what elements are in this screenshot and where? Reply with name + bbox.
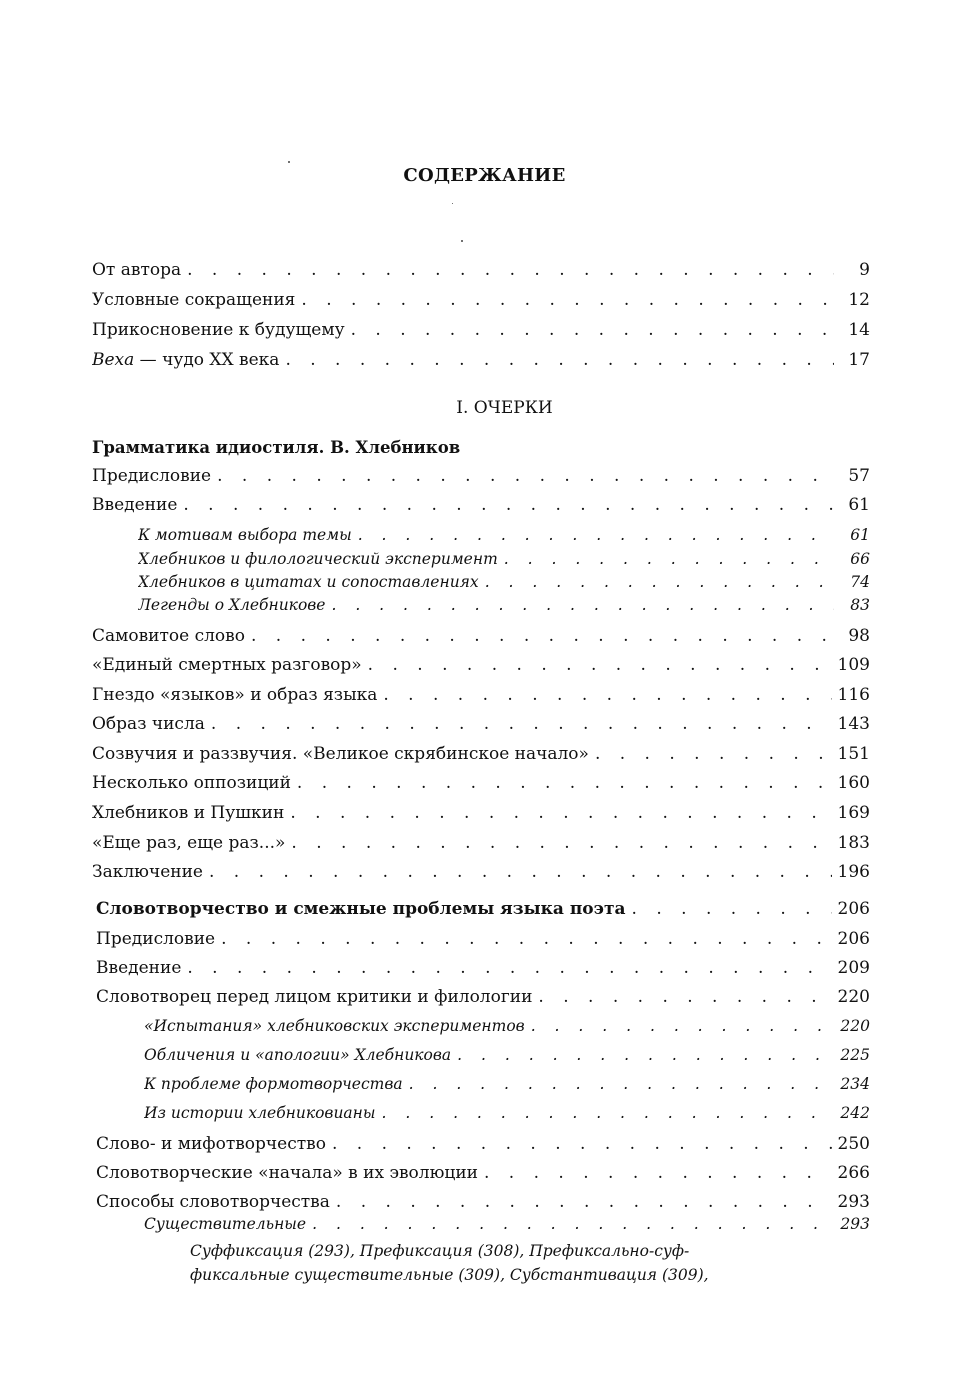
toc-entry-label-rest: — чудо XX века — [134, 350, 280, 370]
leader-dots — [336, 1192, 832, 1212]
toc-entry[interactable] — [92, 773, 870, 793]
toc-entry-page: 74 — [850, 573, 870, 591]
toc-entry-label: Гнездо «языков» и образ языка — [92, 685, 378, 705]
toc-entry[interactable] — [96, 958, 870, 978]
toc-entry-label: К проблеме формотворчества — [144, 1075, 403, 1093]
toc-entry-page: 220 — [837, 987, 870, 1007]
leader-dots — [221, 929, 831, 949]
toc-entry[interactable] — [92, 290, 870, 310]
leader-dots — [312, 1215, 834, 1233]
leader-dots — [531, 1017, 834, 1035]
part-heading[interactable]: Грамматика идиостиля. В. Хлебников — [92, 438, 461, 457]
toc-subentry[interactable] — [138, 526, 870, 544]
toc-entry-label: Несколько оппозиций — [92, 773, 291, 793]
toc-entry[interactable] — [92, 862, 870, 882]
toc-entry-label: «Испытания» хлебниковских экспериментов — [144, 1017, 525, 1035]
leader-dots — [457, 1046, 834, 1064]
toc-entry-label: Из истории хлебниковианы — [144, 1104, 376, 1122]
toc-entry-page: 61 — [850, 526, 870, 544]
toc-entry-label: Самовитое слово — [92, 626, 245, 646]
toc-entry[interactable] — [92, 833, 870, 853]
part-heading-entry[interactable] — [96, 899, 870, 919]
toc-entry-page: 9 — [859, 260, 870, 280]
toc-entry-label: Легенды о Хлебникове — [138, 596, 326, 614]
leader-dots — [595, 744, 832, 764]
leader-dots — [484, 1163, 832, 1183]
print-speck — [288, 161, 290, 163]
leader-dots — [331, 596, 834, 614]
toc-entry-label: К мотивам выбора темы — [138, 526, 352, 544]
leader-dots — [504, 550, 834, 568]
leader-dots — [632, 899, 832, 919]
toc-entry-page: 220 — [840, 1017, 870, 1035]
toc-entry-label: Словотворец перед лицом критики и филологии — [96, 987, 533, 1007]
toc-entry[interactable] — [96, 987, 870, 1007]
toc-entry-page: 57 — [848, 466, 870, 486]
toc-entry-label: «Еще раз, еще раз...» — [92, 833, 286, 853]
toc-entry-label: Созвучия и раззвучия. «Великое скрябинское начало» — [92, 744, 589, 764]
toc-subentry[interactable] — [144, 1046, 870, 1064]
toc-entry-label: Введение — [92, 495, 178, 515]
toc-entry-page: 206 — [837, 899, 870, 919]
toc-entry-label: Условные сокращения — [92, 290, 296, 310]
toc-subentry[interactable] — [144, 1017, 870, 1035]
toc-entry-page: 196 — [837, 862, 870, 882]
toc-entry-page: 116 — [837, 685, 870, 705]
page-title: СОДЕРЖАНИЕ — [403, 165, 566, 186]
toc-entry-label — [92, 350, 279, 370]
toc-entry[interactable] — [96, 1192, 870, 1212]
leader-dots — [183, 495, 834, 515]
toc-entry-label: Хлебников и филологический эксперимент — [138, 550, 498, 568]
toc-entry[interactable] — [92, 685, 870, 705]
leader-dots — [332, 1134, 832, 1154]
leader-dots — [211, 714, 832, 734]
leader-dots — [251, 626, 834, 646]
subentry-note-line: фиксальные существительные (309), Субстантивация (309), — [190, 1266, 709, 1284]
toc-entry-page: 160 — [837, 773, 870, 793]
toc-entry-label: «Единый смертных разговор» — [92, 655, 362, 675]
toc-entry[interactable] — [96, 1163, 870, 1183]
toc-entry[interactable] — [92, 714, 870, 734]
toc-entry-page: 209 — [837, 958, 870, 978]
toc-subentry[interactable] — [138, 596, 870, 614]
toc-entry-label: Словотворческие «начала» в их эволюции — [96, 1163, 478, 1183]
leader-dots — [368, 655, 832, 675]
leader-dots — [290, 803, 831, 823]
leader-dots — [538, 987, 831, 1007]
toc-entry-page: 293 — [840, 1215, 870, 1233]
leader-dots — [217, 466, 834, 486]
toc-entry[interactable] — [96, 929, 870, 949]
toc-entry-label: Предисловие — [92, 466, 212, 486]
toc-entry[interactable] — [92, 350, 870, 370]
toc-entry[interactable] — [92, 466, 870, 486]
toc-entry-page: 17 — [848, 350, 870, 370]
toc-entry-page: 266 — [837, 1163, 870, 1183]
toc-entry-page: 293 — [837, 1192, 870, 1212]
toc-entry-page: 151 — [837, 744, 870, 764]
leader-dots — [297, 773, 832, 793]
toc-entry-page: 61 — [848, 495, 870, 515]
toc-entry-label: Заключение — [92, 862, 203, 882]
toc-entry-label: Предисловие — [96, 929, 216, 949]
toc-entry-page: 225 — [840, 1046, 870, 1064]
toc-entry-page: 14 — [848, 320, 870, 340]
print-speck — [452, 203, 453, 204]
toc-entry[interactable] — [92, 626, 870, 646]
leader-dots — [209, 862, 832, 882]
toc-entry-page: 83 — [850, 596, 870, 614]
toc-entry-page: 169 — [837, 803, 870, 823]
toc-entry[interactable] — [92, 655, 870, 675]
toc-entry-page: 250 — [837, 1134, 870, 1154]
leader-dots — [285, 350, 834, 370]
toc-entry-label: Введение — [96, 958, 182, 978]
toc-entry[interactable] — [92, 803, 870, 823]
section-title: I. ОЧЕРКИ — [456, 398, 553, 418]
leader-dots — [383, 685, 831, 705]
toc-entry-page: 234 — [840, 1075, 870, 1093]
toc-entry-label: Способы словотворчества — [96, 1192, 330, 1212]
toc-entry-label: Хлебников и Пушкин — [92, 803, 285, 823]
toc-subentry[interactable] — [144, 1104, 870, 1122]
toc-subentry[interactable] — [138, 550, 870, 568]
subentry-note-line: Суффиксация (293), Префиксация (308), Префиксально-суф- — [190, 1242, 690, 1260]
toc-entry-label: Обличения и «апологии» Хлебникова — [144, 1046, 452, 1064]
toc-entry-page: 143 — [837, 714, 870, 734]
toc-entry-label: Словотворчество и смежные проблемы языка поэта — [96, 899, 626, 919]
toc-entry[interactable] — [96, 1134, 870, 1154]
toc-subentry[interactable] — [144, 1215, 870, 1233]
leader-dots — [187, 958, 831, 978]
leader-dots — [485, 573, 834, 591]
toc-entry-label-italic: Веха — [92, 350, 135, 370]
toc-entry[interactable] — [92, 320, 870, 340]
toc-entry[interactable] — [92, 744, 870, 764]
leader-dots — [409, 1075, 834, 1093]
toc-subentry[interactable] — [138, 573, 870, 591]
toc-entry-page: 206 — [837, 929, 870, 949]
leader-dots — [351, 320, 834, 340]
print-speck — [461, 240, 463, 242]
toc-entry-page: 12 — [848, 290, 870, 310]
toc-entry-label: Существительные — [144, 1215, 307, 1233]
toc-entry-page: 242 — [840, 1104, 870, 1122]
toc-subentry[interactable] — [144, 1075, 870, 1093]
toc-entry-label: Образ числа — [92, 714, 205, 734]
leader-dots — [301, 290, 834, 310]
toc-entry[interactable] — [92, 495, 870, 515]
toc-entry[interactable] — [92, 260, 870, 280]
leader-dots — [382, 1104, 834, 1122]
toc-entry-page: 183 — [837, 833, 870, 853]
toc-entry-label: Прикосновение к будущему — [92, 320, 345, 340]
leader-dots — [358, 526, 834, 544]
toc-entry-page: 66 — [850, 550, 870, 568]
leader-dots — [187, 260, 834, 280]
leader-dots — [291, 833, 831, 853]
toc-entry-label: Слово- и мифотворчество — [96, 1134, 326, 1154]
toc-entry-label: Хлебников в цитатах и сопоставлениях — [138, 573, 479, 591]
toc-entry-page: 109 — [837, 655, 870, 675]
toc-entry-page: 98 — [848, 626, 870, 646]
toc-entry-label: От автора — [92, 260, 182, 280]
